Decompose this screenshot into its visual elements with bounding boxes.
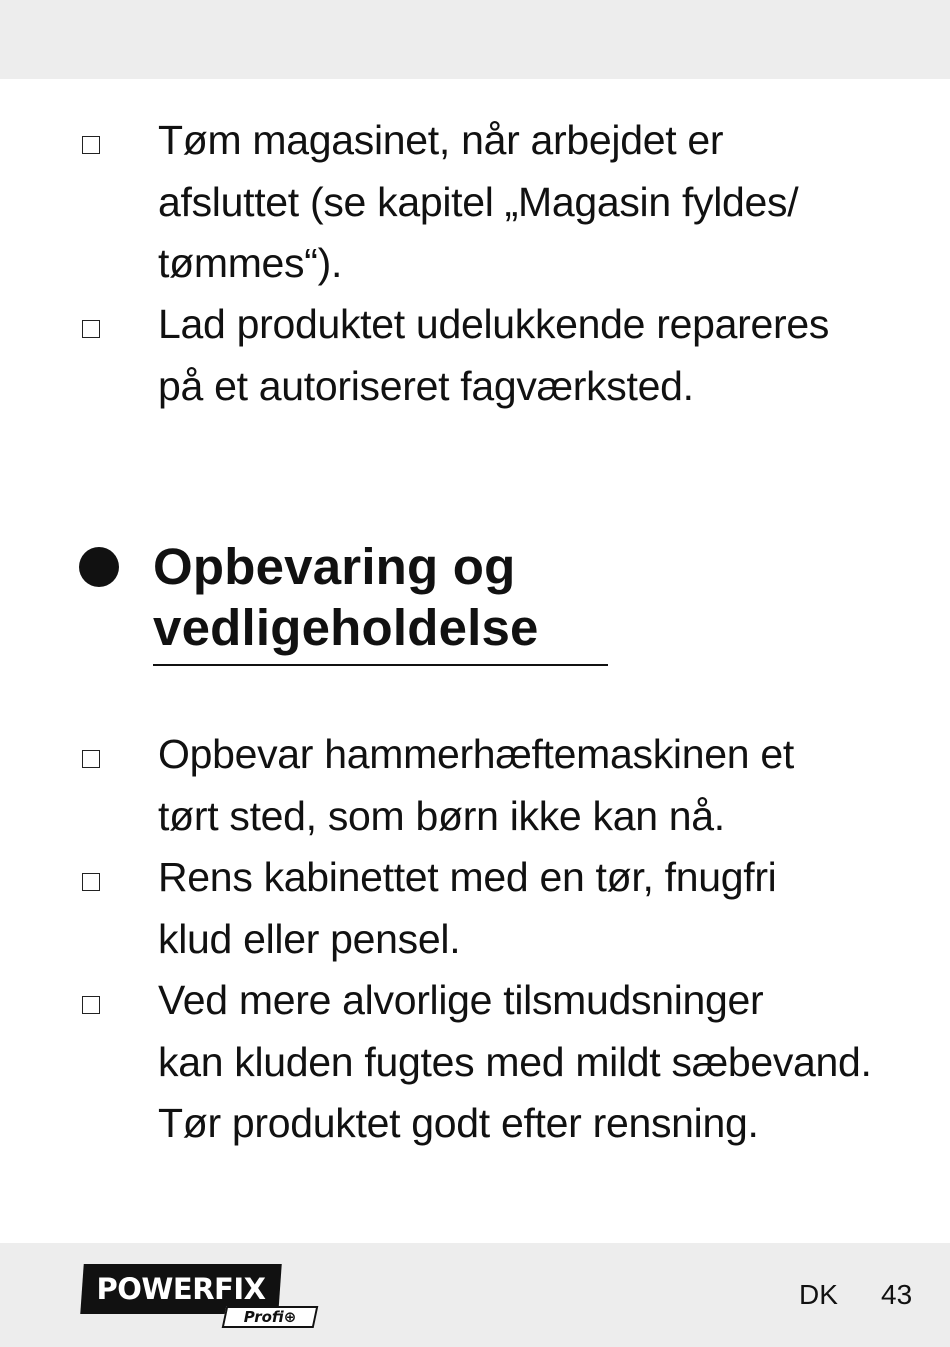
- list-item-text: Lad produktet udelukkende repareres på et autoriseret fagværksted.: [158, 301, 830, 409]
- list-item-text: Tøm magasinet, når arbejdet er afsluttet (se kapitel „Magasin fyldes/ tømmes“).: [158, 117, 799, 286]
- logo-sub-text: Profi⊕: [243, 1308, 297, 1326]
- page-number: 43: [881, 1279, 913, 1310]
- powerfix-logo: [82, 1264, 318, 1330]
- heading-underline: [153, 664, 608, 666]
- header-band: [0, 0, 950, 79]
- checkbox-bullet-icon: [82, 750, 100, 768]
- checkbox-bullet-icon: [82, 873, 100, 891]
- section-heading: Opbevaring og vedligeholdelse: [153, 538, 539, 656]
- checkbox-bullet-icon: [82, 136, 100, 154]
- logo-sub-block: [222, 1306, 319, 1328]
- list-item-text: Opbevar hammerhæftemaskinen et tørt sted, som børn ikke kan nå.: [158, 731, 794, 839]
- section-bullet-icon: [79, 547, 119, 587]
- checkbox-bullet-icon: [82, 320, 100, 338]
- language-code: DK: [799, 1279, 838, 1310]
- checkbox-bullet-icon: [82, 996, 100, 1014]
- list-item-text: Ved mere alvorlige tilsmudsninger kan kluden fugtes med mildt sæbevand. Tør produktet godt efter rensning.: [158, 977, 872, 1146]
- list-item-text: Rens kabinettet med en tør, fnugfri klud eller pensel.: [158, 854, 777, 962]
- logo-main-text: POWERFIX: [96, 1272, 266, 1306]
